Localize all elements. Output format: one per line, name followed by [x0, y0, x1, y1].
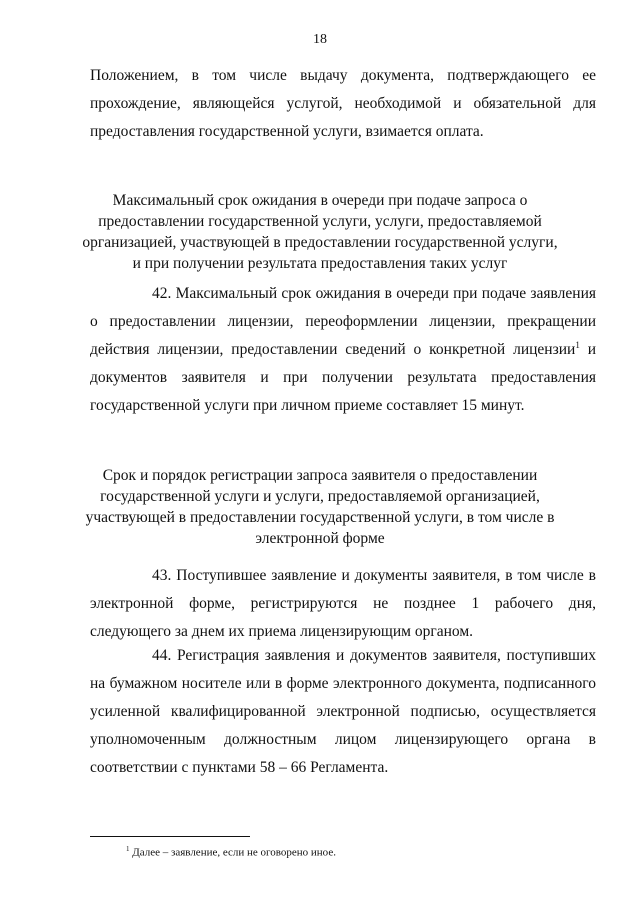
- paragraph-42-text: 42. Максимальный срок ожидания в очереди при подаче заявления о предоставлении лицензии, переоформлении лицензии, прекращении действия лицензии, предоставлении сведений о конкретной лицензии: [90, 285, 596, 358]
- section-heading-registration: [0, 465, 640, 549]
- section-heading-queue-time: [0, 190, 640, 274]
- heading-line: Срок и порядок регистрации запроса заявителя о предоставлении: [102, 467, 538, 484]
- heading-line: государственной услуги и услуги, предоставляемой организацией,: [100, 488, 540, 505]
- footnote: [126, 845, 336, 859]
- paragraph-continuation: Положением, в том числе выдачу документа, подтверждающего ее прохождение, являющейся услугой, необходимой и обязательной для предоставления государственной услуги, взимается оплата.: [90, 67, 596, 140]
- heading-line: участвующей в предоставлении государственной услуги, в том числе в: [85, 509, 555, 526]
- paragraph-42-text-cont: и документов заявителя и при получении результата предоставления государственной услуги при личном приеме составляет 15 минут.: [90, 341, 596, 414]
- footnote-mark: 1: [126, 845, 130, 853]
- footnote-text: Далее – заявление, если не оговорено иное.: [129, 846, 336, 859]
- heading-line: организацией, участвующей в предоставлении государственной услуги,: [82, 234, 558, 251]
- page-number: 18: [313, 32, 327, 47]
- footnote-ref: 1: [575, 339, 580, 350]
- footnote-separator: [90, 836, 250, 837]
- paragraph-44: 44. Регистрация заявления и документов заявителя, поступивших на бумажном носителе или в форме электронного документа, подписанного усиленной квалифицированной электронной подписью, осуществляется уполномоченным должностным лицом лицензирующего органа в соответствии с пунктами 58 – 66 Регламента.: [90, 647, 596, 776]
- heading-line: и при получении результата предоставления таких услуг: [132, 255, 508, 272]
- heading-line: электронной форме: [255, 530, 385, 547]
- heading-line: Максимальный срок ожидания в очереди при подаче запроса о: [112, 192, 528, 209]
- heading-line: предоставлении государственной услуги, услуги, предоставляемой: [98, 213, 542, 230]
- paragraph-43: 43. Поступившее заявление и документы заявителя, в том числе в электронной форме, регистрируются не позднее 1 рабочего дня, следующего за днем их приема лицензирующим органом.: [90, 567, 596, 640]
- paragraph-42: [90, 280, 596, 420]
